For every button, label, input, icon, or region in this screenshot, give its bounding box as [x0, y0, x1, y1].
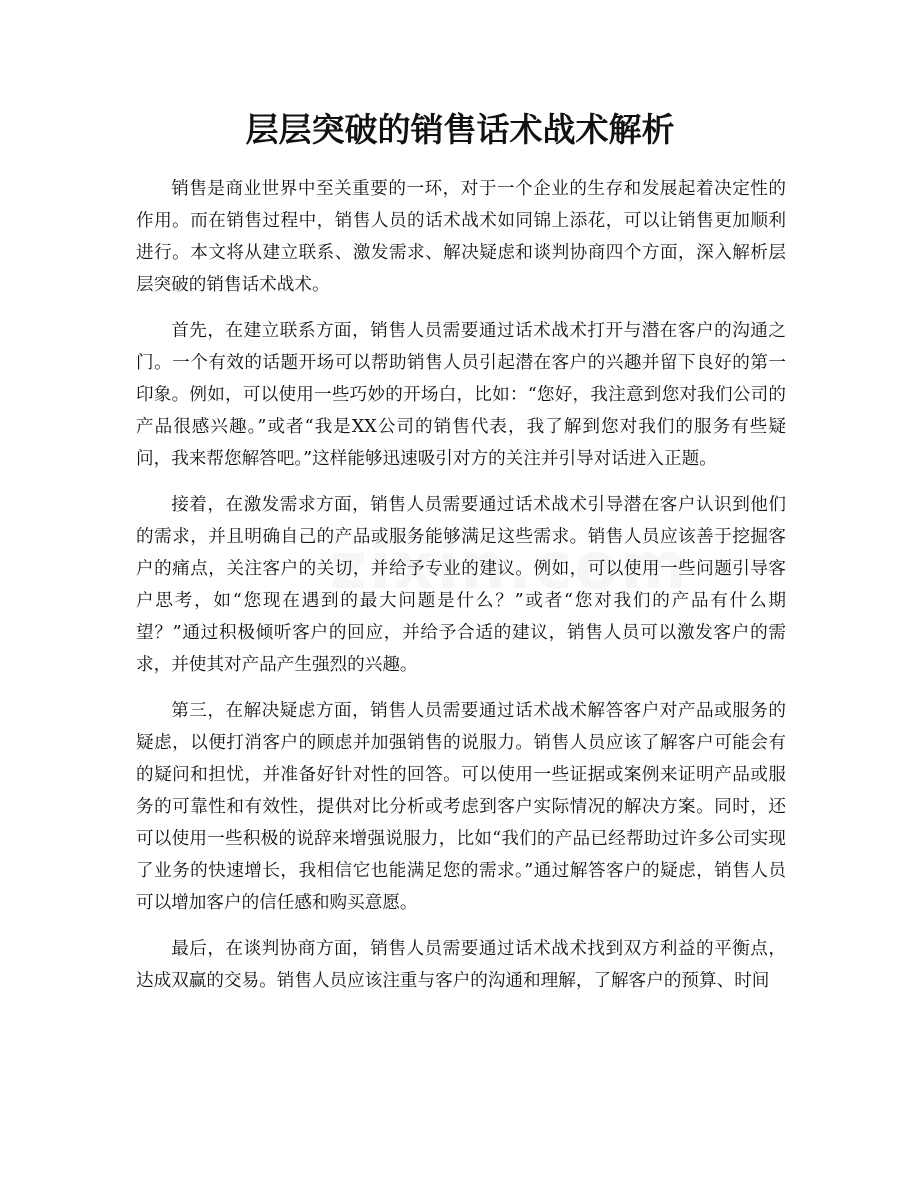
paragraph-resolve-doubts: 第三，在解决疑虑方面，销售人员需要通过话术战术解答客户对产品或服务的疑虑，以便打消客户的顾虑并加强销售的说服力。销售人员应该了解客户可能会有的疑问和担忧，并准备好针对性的回答。可以使用一些证据或案例来证明产品或服务的可靠性和有效性，提供对比分析或考虑到客户实际情况的解决方案。同时，还可以使用一些积极的说辞来增强说服力，比如“我们的产品已经帮助过许多公司实现了业务的快速增长，我相信它也能满足您的需求。”通过解答客户的疑虑，销售人员可以增加客户的信任感和购买意愿。: [136, 701, 786, 913]
document-title: 层层突破的销售话术战术解析: [245, 110, 675, 149]
paragraph-stimulate-demand: 接着，在激发需求方面，销售人员需要通过话术战术引导潜在客户认识到他们的需求，并且明确自己的产品或服务能够满足这些需求。销售人员应该善于挖掘客户的痛点，关注客户的关切，并给予专业的建议。例如，可以使用一些问题引导客户思考，如“您现在遇到的最大问题是什么？”或者“您对我们的产品有什么期望？”通过积极倾听客户的回应，并给予合适的建议，销售人员可以激发客户的需求，并使其对产品产生强烈的兴趣。: [136, 495, 786, 675]
paragraph-build-connection: 首先，在建立联系方面，销售人员需要通过话术战术打开与潜在客户的沟通之门。一个有效的话题开场可以帮助销售人员引起潜在客户的兴趣并留下良好的第一印象。例如，可以使用一些巧妙的开场白，比如：“您好，我注意到您对我们公司的产品很感兴趣。”或者“我是XX公司的销售代表，我了解到您对我们的服务有些疑问，我来帮您解答吧。”这样能够迅速吸引对方的关注并引导对话进入正题。: [136, 321, 786, 469]
paragraph-intro: 销售是商业世界中至关重要的一环，对于一个企业的生存和发展起着决定性的作用。而在销售过程中，销售人员的话术战术如同锦上添花，可以让销售更加顺利进行。本文将从建立联系、激发需求、解决疑虑和谈判协商四个方面，深入解析层层突破的销售话术战术。: [136, 179, 786, 295]
document-body: [136, 173, 786, 1011]
paragraph-negotiation: 最后，在谈判协商方面，销售人员需要通过话术战术找到双方利益的平衡点，达成双赢的交易。销售人员应该注重与客户的沟通和理解，了解客户的预算、时间: [136, 939, 786, 991]
